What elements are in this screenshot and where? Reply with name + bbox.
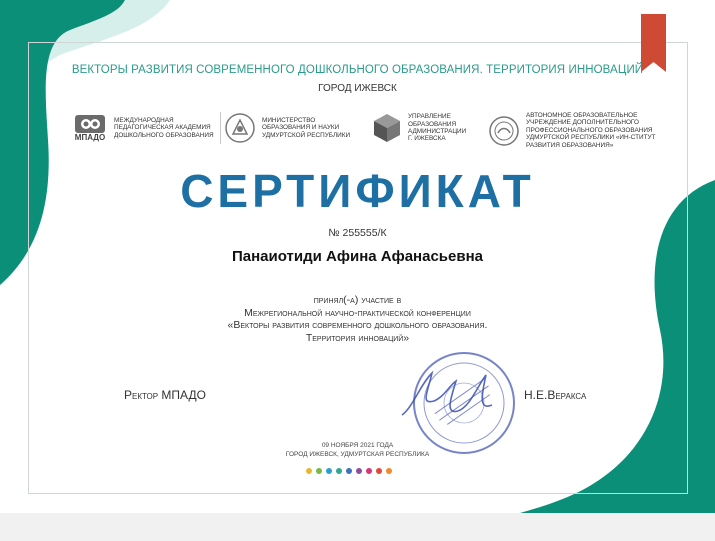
logo-mpado bbox=[72, 112, 221, 144]
logo-ministry bbox=[224, 112, 350, 144]
color-dot bbox=[306, 468, 312, 474]
logo-izhevsk-education bbox=[372, 112, 466, 144]
color-dot bbox=[326, 468, 332, 474]
participation-line: принял(-а) участие в bbox=[313, 294, 402, 306]
color-dot bbox=[356, 468, 362, 474]
signatory-name: Н.Е.Веракса bbox=[524, 388, 587, 402]
participation-line: «Векторы развития современного дошкольного образования. bbox=[227, 319, 488, 331]
institute-emblem-icon bbox=[488, 115, 520, 147]
color-dot bbox=[386, 468, 392, 474]
signatory-title: Ректор МПАДО bbox=[124, 388, 206, 402]
logo-izhevsk-caption: УПРАВЛЕНИЕ ОБРАЗОВАНИЯ АДМИНИСТРАЦИИ Г. ИЖЕВСКА bbox=[408, 113, 467, 143]
event-title: ВЕКТОРЫ РАЗВИТИЯ СОВРЕМЕННОГО ДОШКОЛЬНОГО ОБРАЗОВАНИЯ. ТЕРРИТОРИЯ ИННОВАЦИЙ bbox=[71, 64, 644, 76]
logo-divider bbox=[220, 112, 221, 144]
mpado-abbr: МПАДО bbox=[74, 132, 106, 142]
certificate-title: СЕРТИФИКАТ bbox=[180, 165, 535, 217]
color-dot bbox=[346, 468, 352, 474]
logo-ministry-caption: МИНИСТЕРСТВО ОБРАЗОВАНИЯ И НАУКИ УДМУРТСКОЙ РЕСПУБЛИКИ bbox=[262, 116, 351, 139]
color-dot bbox=[376, 468, 382, 474]
color-dot bbox=[366, 468, 372, 474]
ministry-emblem-icon bbox=[224, 112, 256, 144]
certificate-frame bbox=[28, 42, 688, 494]
event-date: 09 НОЯБРЯ 2021 ГОДА bbox=[321, 442, 394, 449]
participation-text bbox=[0, 294, 715, 344]
event-city: ГОРОД ИЖЕВСК bbox=[318, 83, 397, 94]
logo-institute bbox=[488, 112, 656, 149]
date-location bbox=[0, 442, 715, 459]
certificate-number: № 255555/К bbox=[328, 227, 387, 239]
participation-line: Межрегиональной научно-практической конференции bbox=[244, 306, 471, 319]
education-cube-icon bbox=[372, 112, 402, 144]
logo-institute-caption: АВТОНОМНОЕ ОБРАЗОВАТЕЛЬНОЕ УЧРЕЖДЕНИЕ ДОПОЛНИТЕЛЬНОГО ПРОФЕССИОНАЛЬНОГО ОБРАЗОВАНИЯ УДМУРТСКОЙ РЕСПУБЛИКИ «ИН-СТИТУТ РАЗВИТИЯ ОБРАЗОВАНИЯ» bbox=[526, 112, 656, 149]
mpado-emblem-icon bbox=[75, 115, 105, 133]
color-dot bbox=[336, 468, 342, 474]
event-location: ГОРОД ИЖЕВСК, УДМУРТСКАЯ РЕСПУБЛИКА bbox=[285, 450, 430, 458]
participation-line: Территория инноваций» bbox=[305, 331, 410, 344]
mpado-emblem bbox=[72, 115, 108, 142]
color-dot bbox=[316, 468, 322, 474]
color-dots-strip bbox=[306, 468, 392, 474]
recipient-name: Панаиотиди Афина Афанасьевна bbox=[232, 248, 483, 265]
logo-mpado-caption: МЕЖДУНАРОДНАЯ ПЕДАГОГИЧЕСКАЯ АКАДЕМИЯ ДОШКОЛЬНОГО ОБРАЗОВАНИЯ bbox=[114, 116, 214, 139]
